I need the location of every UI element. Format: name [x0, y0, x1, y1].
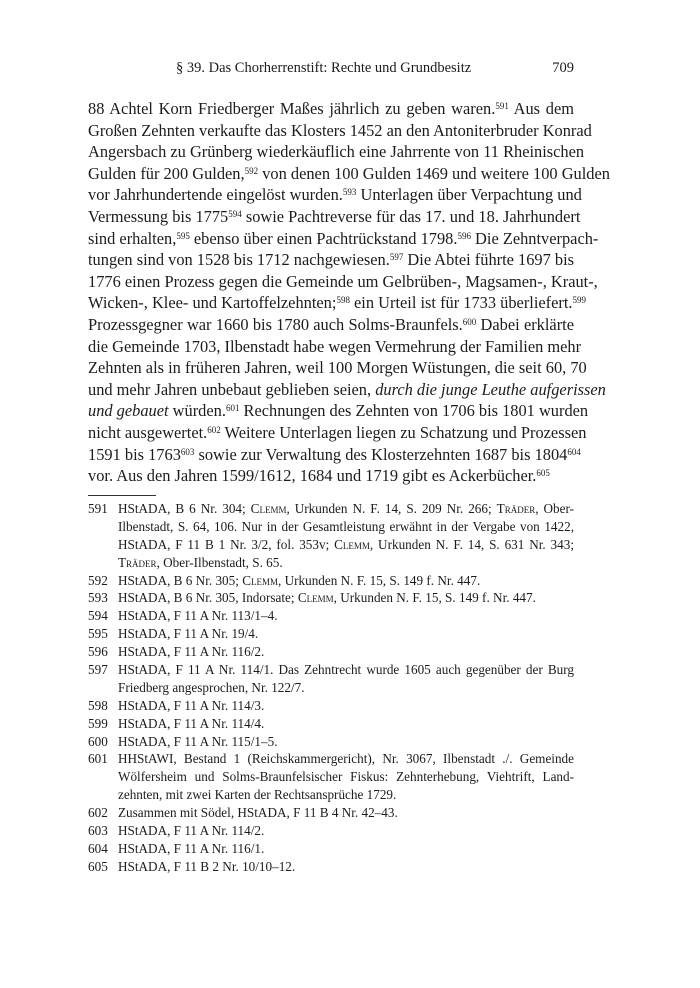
text-run: Vermessung bis 1775 [88, 206, 229, 226]
text-run: HStADA, B 6 Nr. 304; [118, 501, 251, 516]
author-name: Clemm [334, 536, 370, 552]
text-run: Großen Zehnten verkaufte das Klosters 1452 an den Antoniterbruder Konrad [88, 120, 592, 140]
footnote-line [118, 572, 574, 590]
text-run: zehnten, mit zwei Karten der Rechtsansprüche 1729. [118, 787, 397, 803]
footnote [88, 840, 574, 858]
footnote [88, 697, 574, 715]
footnote-ref: 596 [457, 230, 471, 241]
footnote [88, 804, 574, 822]
author-name: Träder [118, 554, 157, 570]
text-run: , Urkunden N. F. 14, S. 209 Nr. 266; [286, 501, 497, 516]
footnote-number: 603 [88, 823, 108, 839]
text-run: Dabei erklärte [476, 314, 574, 334]
text-run: HStADA, F 11 A Nr. 115/1–5. [118, 733, 278, 749]
text-line [88, 292, 587, 314]
text-run: Wicken-, Klee- und Kartoffelzehnten; [88, 293, 337, 313]
footnote [88, 500, 574, 572]
footnote-ref: 599 [572, 295, 587, 306]
text-run: HStADA, F 11 A Nr. 114/4. [118, 715, 265, 731]
author-name: Clemm [242, 572, 278, 588]
footnote [88, 715, 574, 733]
text-run: Wölfersheim und Solms-Braunfelsischer Fiskus: Zehnterhebung, Viehtrift, Land- [118, 769, 574, 785]
footnote-line [118, 804, 574, 822]
text-line [88, 98, 574, 120]
text-run: HStADA, F 11 A Nr. 116/1. [118, 840, 265, 856]
text-line [88, 400, 589, 422]
footnote-line [118, 750, 574, 768]
footnote-ref: 598 [336, 295, 350, 306]
text-line [88, 120, 592, 142]
text-run: Prozessgegner war 1660 bis 1780 auch Solms-Braunfels. [88, 314, 463, 334]
text-run: , Urkunden N. F. 15, S. 149 f. Nr. 447. [333, 590, 536, 606]
footnote-ref: 601 [225, 403, 240, 414]
footnote-line [118, 589, 574, 607]
text-line [88, 206, 581, 228]
text-run: sowie zur Verwaltung des Klosterzehnten 1687 bis 1804 [194, 444, 568, 464]
text-run: nicht ausgewertet. [88, 422, 208, 442]
footnote-ref: 597 [389, 252, 404, 263]
author-name: Clemm [297, 590, 334, 606]
text-run: Aus dem [508, 99, 575, 118]
text-line [88, 249, 574, 271]
text-run: Unterlagen über Verpachtung und [356, 185, 582, 205]
text-run: sowie Pachtreverse für das 17. und 18. Jahrhundert [241, 206, 581, 226]
footnote-line [118, 715, 574, 733]
footnote-line [118, 858, 574, 876]
text-run: ein Urteil ist für 1733 überliefert. [349, 293, 573, 313]
footnote-number: 597 [88, 662, 108, 678]
footnote [88, 733, 574, 751]
quoted-text: und gebauet [88, 401, 169, 421]
footnote-ref: 593 [342, 187, 357, 198]
text-run: 1591 bis 1763 [88, 444, 181, 464]
footnote-line [118, 840, 574, 858]
text-run: vor. Aus den Jahren 1599/1612, 1684 und 1719 gibt es Ackerbücher. [88, 466, 537, 486]
text-run: Weitere Unterlagen liegen zu Schatzung und Prozessen [220, 422, 587, 442]
footnote-number: 593 [88, 590, 108, 606]
footnote-line [118, 500, 574, 518]
footnote-line [118, 554, 574, 572]
footnote-line [118, 697, 574, 715]
text-line [88, 379, 606, 401]
footnote-line [118, 518, 574, 536]
text-run: Friedberg angesprochen, Nr. 122/7. [118, 679, 305, 695]
footnote [88, 822, 574, 840]
page-number: 709 [552, 60, 574, 76]
text-run: HStADA, F 11 A Nr. 116/2. [118, 644, 265, 660]
text-run: HStADA, F 11 A Nr. 114/2. [118, 823, 265, 839]
footnote [88, 607, 574, 625]
footnote-line [118, 786, 574, 804]
footnote-number: 591 [88, 501, 108, 516]
text-run: sind erhalten, [88, 228, 177, 248]
footnote-number: 595 [88, 626, 108, 642]
footnote-ref: 594 [228, 208, 242, 219]
footnote-line [118, 643, 574, 661]
footnote-line [118, 536, 574, 554]
footnote-ref: 605 [536, 468, 550, 479]
text-line [88, 314, 574, 336]
footnote-line [118, 768, 574, 786]
text-run: und mehr Jahren unbebaut geblieben seien, [88, 379, 376, 399]
footnote-number: 598 [88, 697, 108, 713]
footnote [88, 589, 574, 607]
text-run: Ilbenstadt, S. 64, 106. Nur in der Gesamtleistung erwähnt in der Vergabe von 1422, [118, 518, 574, 534]
author-name: Clemm [250, 501, 287, 516]
running-header [88, 60, 574, 82]
text-run: HStADA, F 11 A Nr. 113/1–4. [118, 608, 278, 624]
text-run: Gulden für 200 Gulden, [88, 163, 245, 183]
text-run: HStADA, B 6 Nr. 305; [118, 572, 243, 588]
text-run: von denen 100 Gulden 1469 und weitere 100 Gulden [258, 163, 610, 183]
quoted-text: durch die junge Leuthe aufgerissen [375, 379, 606, 399]
text-line [88, 141, 585, 163]
text-run: Angersbach zu Grünberg wiederkäuflich eine Jahrrente von 11 Rheinischen [88, 142, 585, 162]
footnote-ref: 600 [462, 316, 477, 327]
text-run: 88 Achtel Korn Friedberger Maßes jährlich zu geben waren. [88, 99, 496, 118]
footnote-number: 602 [88, 805, 108, 821]
text-run: HStADA, F 11 A Nr. 114/1. Das Zehntrecht wurde 1605 auch gegenüber der Burg [118, 662, 574, 678]
footnote [88, 661, 574, 697]
text-line [88, 184, 582, 206]
footnote [88, 750, 574, 804]
text-run: vor Jahrhundertende eingelöst wurden. [88, 185, 343, 205]
text-run: HStADA, F 11 A Nr. 19/4. [118, 626, 259, 642]
footnote-line [118, 661, 574, 679]
footnote [88, 643, 574, 661]
text-run: tungen sind von 1528 bis 1712 nachgewiesen. [88, 250, 390, 270]
text-run: Die Abtei führte 1697 bis [403, 250, 575, 270]
footnote-number: 594 [88, 608, 108, 624]
text-run: HStADA, F 11 A Nr. 114/3. [118, 697, 265, 713]
text-run: ebenso über einen Pachtrückstand 1798. [189, 228, 458, 248]
text-run: Zusammen mit Södel, HStADA, F 11 B 4 Nr. 42–43. [118, 805, 398, 821]
text-line [88, 271, 598, 293]
footnote-number: 601 [88, 751, 108, 767]
footnote-number: 599 [88, 715, 108, 731]
text-run: HStADA, F 11 B 1 Nr. 3/2, fol. 353v; [118, 536, 335, 552]
footnote-line [118, 733, 574, 751]
text-line [88, 422, 587, 444]
text-line [88, 357, 587, 379]
text-run: , Urkunden N. F. 14, S. 631 Nr. 343; [369, 536, 574, 552]
footnote-separator [88, 495, 156, 496]
text-line [88, 444, 581, 466]
footnote-number: 605 [88, 858, 108, 874]
text-run: , Ober- [535, 501, 574, 516]
text-run: Rechnungen des Zehnten von 1706 bis 1801 wurden [239, 401, 589, 421]
footnotes [88, 500, 574, 876]
footnote-ref: 595 [176, 230, 190, 241]
footnote-line [118, 822, 574, 840]
text-line [88, 336, 582, 358]
footnote-ref: 603 [180, 446, 195, 457]
footnote-line [118, 625, 574, 643]
text-run: Zehnten als in früheren Jahren, weil 100 Morgen Wüstungen, die seit 60, 70 [88, 358, 587, 378]
text-run: die Gemeinde 1703, Ilbenstadt habe wegen Vermehrung der Familien mehr [88, 336, 582, 356]
text-run: HStADA, B 6 Nr. 305, Indorsate; [118, 590, 298, 606]
footnote-ref: 602 [207, 424, 221, 435]
running-title: § 39. Das Chorherrenstift: Rechte und Grundbesitz [176, 60, 472, 76]
footnote-line [118, 679, 574, 697]
text-run: würden. [168, 401, 226, 421]
footnote-ref: 604 [567, 446, 581, 457]
text-line [88, 228, 599, 250]
text-run: Die Zehntverpach- [470, 228, 599, 248]
text-run: HHStAWI, Bestand 1 (Reichskammergericht), Nr. 3067, Ilbenstadt ./. Gemeinde [118, 751, 574, 767]
footnote-line [118, 607, 574, 625]
text-run: HStADA, F 11 B 2 Nr. 10/10–12. [118, 858, 296, 874]
text-run: , Ober-Ilbenstadt, S. 65. [156, 554, 283, 570]
footnote [88, 572, 574, 590]
text-line [88, 465, 574, 487]
footnote-number: 600 [88, 733, 108, 749]
author-name: Träder [496, 501, 536, 516]
text-run: , Urkunden N. F. 15, S. 149 f. Nr. 447. [278, 572, 481, 588]
footnote [88, 625, 574, 643]
text-run: 1776 einen Prozess gegen die Gemeinde um Gelbrüben-, Magsamen-, Kraut-, [88, 271, 598, 291]
main-text [88, 98, 610, 487]
footnote [88, 858, 574, 876]
footnote-ref: 592 [244, 165, 259, 176]
text-line [88, 163, 610, 185]
footnote-ref: 591 [495, 101, 509, 111]
footnote-number: 596 [88, 644, 108, 660]
footnote-number: 604 [88, 840, 108, 856]
footnote-number: 592 [88, 572, 108, 588]
